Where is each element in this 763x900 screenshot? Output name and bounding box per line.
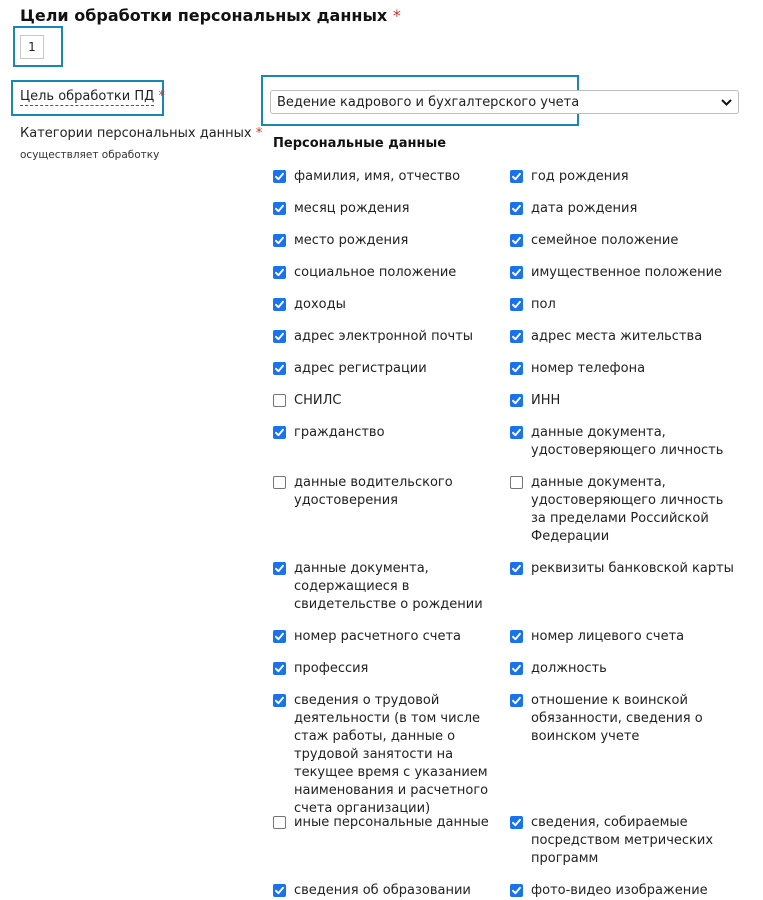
- checkbox-label: пол: [531, 297, 556, 312]
- checkbox-checked[interactable]: [273, 202, 286, 215]
- checkbox-label: данные документа, удостоверяющего личность: [531, 425, 724, 458]
- required-mark: *: [158, 89, 165, 104]
- checkbox-label: адрес регистрации: [294, 361, 427, 376]
- checkbox-unchecked[interactable]: [273, 816, 286, 829]
- checkbox-checked[interactable]: [273, 362, 286, 375]
- record-number-field[interactable]: 1: [20, 35, 44, 59]
- checkbox-checked[interactable]: [510, 662, 523, 675]
- checkbox-label: номер телефона: [531, 361, 646, 376]
- purpose-label: Цель обработки ПД *: [20, 89, 165, 104]
- chevron-down-icon: [718, 94, 734, 110]
- checkbox-label: гражданство: [294, 425, 385, 440]
- checkbox-label: профессия: [294, 661, 369, 676]
- checkbox-label: ИНН: [531, 393, 561, 408]
- checkbox-checked[interactable]: [510, 394, 523, 407]
- checkbox-checked[interactable]: [273, 266, 286, 279]
- checkbox-label: данные документа, содержащиеся в свидетельстве о рождении: [294, 561, 483, 612]
- purpose-select[interactable]: [270, 90, 739, 114]
- checkbox-checked[interactable]: [510, 562, 523, 575]
- checkbox-checked[interactable]: [273, 330, 286, 343]
- checkbox-checked[interactable]: [510, 298, 523, 311]
- checkbox-label: фамилия, имя, отчество: [294, 169, 461, 184]
- checkbox-checked[interactable]: [273, 234, 286, 247]
- checkbox-checked[interactable]: [273, 630, 286, 643]
- checkbox-unchecked[interactable]: [510, 476, 523, 489]
- checkbox-checked[interactable]: [510, 362, 523, 375]
- checkbox-checked[interactable]: [510, 234, 523, 247]
- personal-data-title: Персональные данные: [273, 136, 447, 151]
- checkbox-checked[interactable]: [510, 694, 523, 707]
- checkbox-label: сведения, собираемые посредством метрических программ: [531, 815, 714, 866]
- checkbox-checked[interactable]: [273, 426, 286, 439]
- checkbox-checked[interactable]: [510, 266, 523, 279]
- checkbox-label: должность: [531, 661, 607, 676]
- checkbox-label: отношение к воинской обязанности, сведения о воинском учете: [531, 693, 703, 744]
- checkbox-checked[interactable]: [273, 662, 286, 675]
- checkbox-unchecked[interactable]: [273, 394, 286, 407]
- checkbox-label: сведения о трудовой деятельности (в том числе стаж работы, данные о трудовой занятости на текущее время с указанием наименования и расчетного счета организации): [294, 693, 489, 816]
- required-mark: *: [255, 126, 263, 141]
- checkbox-label: дата рождения: [531, 201, 638, 216]
- checkbox-checked[interactable]: [510, 816, 523, 829]
- checkbox-label: социальное положение: [294, 265, 457, 280]
- checkbox-checked[interactable]: [273, 562, 286, 575]
- purpose-select-value: Ведение кадрового и бухгалтерского учета: [277, 94, 580, 110]
- checkbox-label: номер лицевого счета: [531, 629, 685, 644]
- checkbox-label: иные персональные данные: [294, 815, 489, 830]
- checkbox-checked[interactable]: [273, 298, 286, 311]
- checkbox-label: номер расчетного счета: [294, 629, 461, 644]
- section-title: Цели обработки персональных данных *: [20, 6, 401, 25]
- checkbox-label: фото-видео изображение: [531, 883, 708, 898]
- checkbox-checked[interactable]: [510, 170, 523, 183]
- checkbox-checked[interactable]: [510, 884, 523, 897]
- checkbox-label: место рождения: [294, 233, 409, 248]
- checkbox-checked[interactable]: [510, 630, 523, 643]
- checkbox-label: год рождения: [531, 169, 629, 184]
- categories-label: Категории персональных данных *: [20, 126, 263, 141]
- checkbox-checked[interactable]: [273, 884, 286, 897]
- checkbox-label: реквизиты банковской карты: [531, 561, 734, 576]
- checkbox-label: данные водительского удостоверения: [294, 475, 453, 508]
- checkbox-checked[interactable]: [510, 426, 523, 439]
- checkbox-label: СНИЛС: [294, 393, 342, 408]
- checkbox-label: адрес электронной почты: [294, 329, 474, 344]
- checkbox-label: доходы: [294, 297, 346, 312]
- categories-sublabel: осуществляет обработку: [20, 149, 160, 161]
- checkbox-label: сведения об образовании: [294, 883, 471, 898]
- checkbox-checked[interactable]: [510, 330, 523, 343]
- checkbox-checked[interactable]: [273, 694, 286, 707]
- checkbox-label: адрес места жительства: [531, 329, 703, 344]
- checkbox-label: семейное положение: [531, 233, 679, 248]
- checkbox-unchecked[interactable]: [273, 476, 286, 489]
- checkbox-label: месяц рождения: [294, 201, 410, 216]
- checkbox-label: имущественное положение: [531, 265, 723, 280]
- checkbox-checked[interactable]: [273, 170, 286, 183]
- required-mark: *: [392, 6, 401, 25]
- checkbox-label: данные документа, удостоверяющего личность за пределами Российской Федерации: [531, 475, 724, 544]
- checkbox-checked[interactable]: [510, 202, 523, 215]
